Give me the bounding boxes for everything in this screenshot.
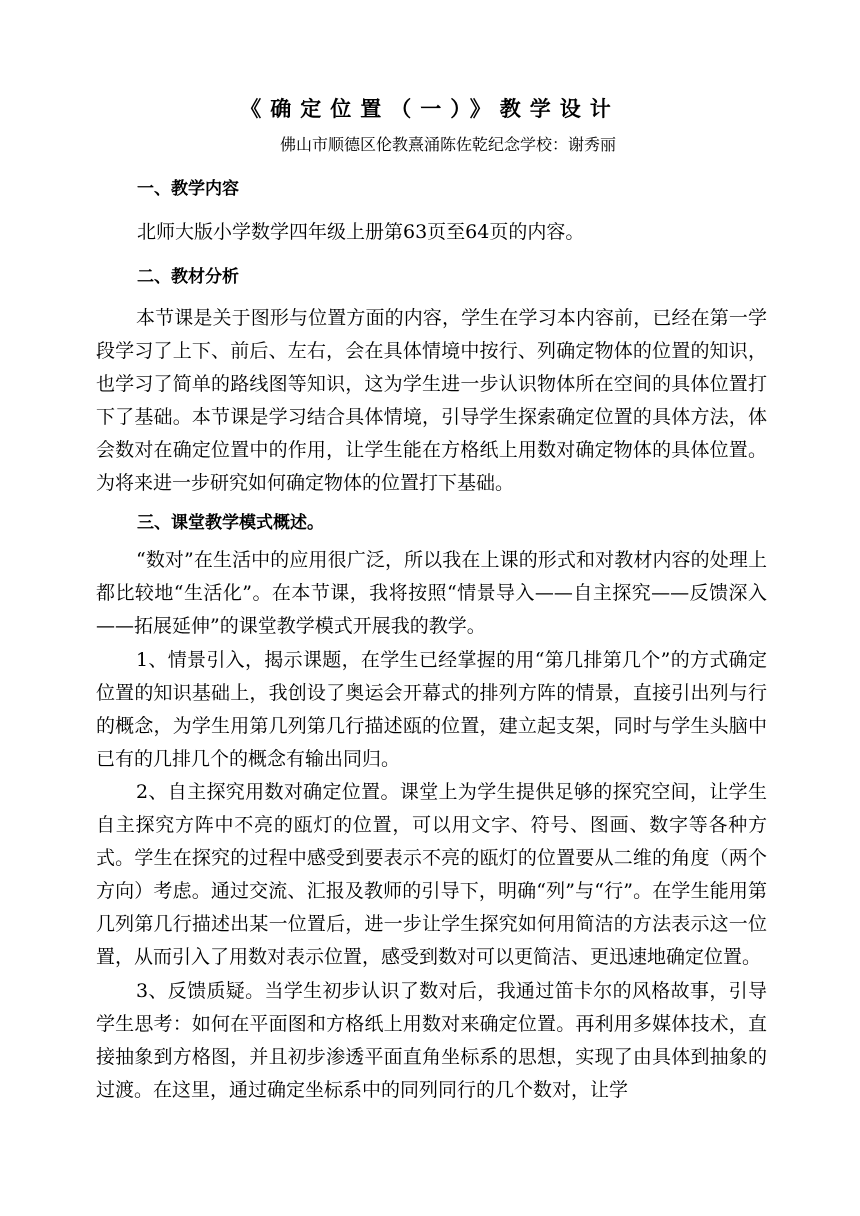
document-title: 《确定位置（一）》教学设计 [240, 97, 620, 121]
paragraph-mode-intro: “数对”在生活中的应用很广泛，所以我在上课的形式和对教材内容的处理上都比较地“生活化”。在本节课，我将按照“情景导入——自主探究——反馈深入——拓展延伸”的课堂教学模式开展我的教学。 [96, 549, 767, 637]
paragraph-step-2: 2、自主探究用数对确定位置。课堂上为学生提供足够的探究空间，让学生自主探究方阵中不亮的瓯灯的位置，可以用文字、符号、图画、数字等各种方式。学生在探究的过程中感受到要表示不亮的瓯灯的位置要从二维的角度（两个方向）考虑。通过交流、汇报及教师的引导下，明确“列”与“行”。在学生能用第几列第几行描述出某一位置后，进一步让学生探究如何用简洁的方法表示这一位置，从而引入了用数对表示位置，感受到数对可以更简洁、更迅速地确定位置。 [96, 781, 767, 968]
section-heading-content: 一、教学内容 [137, 179, 239, 199]
paragraph-content: 北师大版小学数学四年级上册第63页至64页的内容。 [137, 221, 585, 243]
paragraph-step-3: 3、反馈质疑。当学生初步认识了数对后，我通过笛卡尔的风格故事，引导学生思考：如何在平面图和方格纸上用数对来确定位置。再利用多媒体技术，直接抽象到方格图，并且初步渗透平面直角坐标系的思想，实现了由具体到抽象的过渡。在这里，通过确定坐标系中的同列同行的几个数对，让学 [96, 980, 767, 1101]
paragraph-analysis: 本节课是关于图形与位置方面的内容，学生在学习本内容前，已经在第一学段学习了上下、前后、左右，会在具体情境中按行、列确定物体的位置的知识，也学习了简单的路线图等知识，这为学生进一步认识物体所在空间的具体位置打下了基础。本节课是学习结合具体情境，引导学生探索确定位置的具体方法，体会数对在确定位置中的作用，让学生能在方格纸上用数对确定物体的具体位置。为将来进一步研究如何确定物体的位置打下基础。 [96, 307, 767, 494]
author-line: 佛山市顺德区伦教熹涌陈佐乾纪念学校：谢秀丽 [280, 135, 617, 154]
section-heading-analysis: 二、教材分析 [137, 267, 239, 287]
section-heading-mode: 三、课堂教学模式概述。 [137, 513, 324, 533]
paragraph-step-1: 1、情景引入，揭示课题，在学生已经掌握的用“第几排第几个”的方式确定位置的知识基础上，我创设了奥运会开幕式的排列方阵的情景，直接引出列与行的概念，为学生用第几列第几行描述瓯的位置，建立起支架，同时与学生头脑中已有的几排几个的概念有输出同归。 [96, 649, 767, 770]
